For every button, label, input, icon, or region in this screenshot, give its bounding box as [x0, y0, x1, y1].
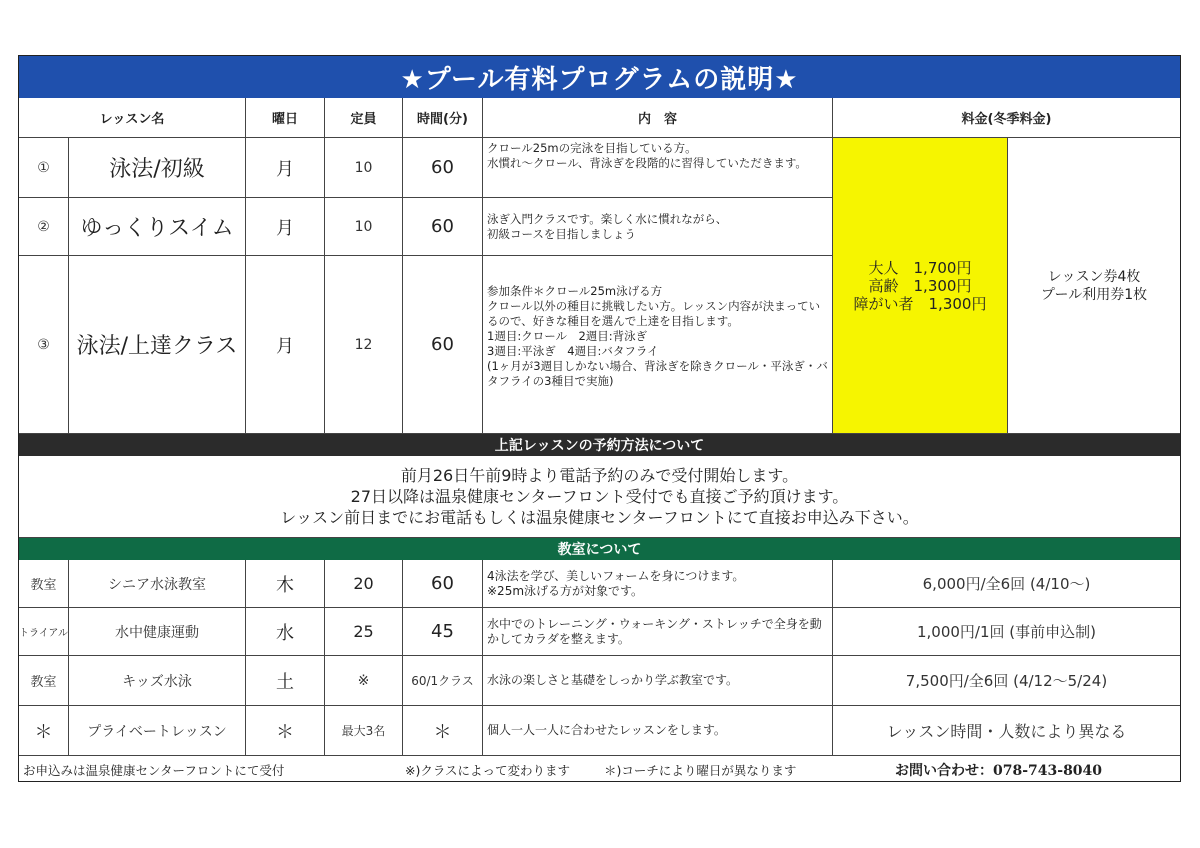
class-type: 教室	[19, 560, 69, 608]
class-type: 教室	[19, 656, 69, 706]
class-time: 45	[403, 608, 483, 656]
class-fee: 6,000円/全6回 (4/10～)	[833, 560, 1180, 608]
program-time: 60	[403, 138, 483, 198]
class-name: キッズ水泳	[69, 656, 246, 706]
class-description: 水泳の楽しさと基礎をしっかり学ぶ教室です。	[483, 656, 833, 706]
class-description: 個人一人一人に合わせたレッスンをします。	[483, 706, 833, 756]
page-title: ★プール有料プログラムの説明★	[19, 56, 1180, 98]
class-capacity: 25	[325, 608, 403, 656]
classroom-heading: 教室について	[19, 538, 1180, 560]
fee-price-highlight: 大人 1,700円 高齢 1,300円 障がい者 1,300円	[833, 138, 1008, 434]
class-time: 60	[403, 560, 483, 608]
footer-note-class: ※)クラスによって変わります	[405, 762, 570, 778]
program-sheet	[18, 55, 1181, 782]
program-description: 泳ぎ入門クラスです。楽しく水に慣れながら、 初級コースを目指しましょう	[483, 198, 833, 256]
program-number: ①	[19, 138, 69, 198]
reservation-line: 27日以降は温泉健康センターフロント受付でも直接ご予約頂けます。	[350, 487, 849, 506]
class-description: 水中でのトレーニング・ウォーキング・ストレッチで全身を動かしてカラダを整えます。	[483, 608, 833, 656]
program-name: 泳法/上達クラス	[69, 256, 246, 434]
program-day: 月	[246, 198, 325, 256]
footer-note-coach: ＊)コーチにより曜日が異なります	[604, 762, 797, 778]
header-fee: 料金(冬季料金)	[833, 98, 1180, 138]
program-number: ③	[19, 256, 69, 434]
class-description: 4泳法を学び、美しいフォームを身につけます。 ※25m泳げる方が対象です。	[483, 560, 833, 608]
class-capacity: 最大3名	[325, 706, 403, 756]
class-capacity: ※	[325, 656, 403, 706]
class-name: プライベートレッスン	[69, 706, 246, 756]
fee-tickets: レッスン券4枚 プール利用券1枚	[1008, 138, 1180, 434]
header-capacity: 定員	[325, 98, 403, 138]
class-type: ＊	[19, 706, 69, 756]
reservation-heading: 上記レッスンの予約方法について	[19, 434, 1180, 456]
program-time: 60	[403, 256, 483, 434]
class-capacity: 20	[325, 560, 403, 608]
class-name: シニア水泳教室	[69, 560, 246, 608]
program-description: クロール25mの完泳を目指している方。 水慣れ～クロール、背泳ぎを段階的に習得していただきます。	[483, 138, 833, 198]
class-type: トライアル	[19, 608, 69, 656]
program-time: 60	[403, 198, 483, 256]
class-day: ＊	[246, 706, 325, 756]
program-name: ゆっくりスイム	[69, 198, 246, 256]
header-day: 曜日	[246, 98, 325, 138]
class-name: 水中健康運動	[69, 608, 246, 656]
reservation-line: レッスン前日までにお電話もしくは温泉健康センターフロントにて直接お申込み下さい。	[280, 508, 919, 527]
header-lesson-name: レッスン名	[19, 98, 246, 138]
reservation-line: 前月26日午前9時より電話予約のみで受付開始します。	[400, 466, 799, 485]
program-number: ②	[19, 198, 69, 256]
class-day: 水	[246, 608, 325, 656]
class-fee: レッスン時間・人数により異なる	[833, 706, 1180, 756]
footer-contact: お問い合わせ：078-743-8040	[895, 762, 1103, 779]
program-capacity: 12	[325, 256, 403, 434]
class-time: 60/1クラス	[403, 656, 483, 706]
header-time: 時間(分)	[403, 98, 483, 138]
program-day: 月	[246, 256, 325, 434]
reservation-info	[19, 456, 1180, 538]
class-fee: 1,000円/1回 (事前申込制)	[833, 608, 1180, 656]
program-name: 泳法/初級	[69, 138, 246, 198]
class-time: ＊	[403, 706, 483, 756]
footer-apply-note: お申込みは温泉健康センターフロントにて受付	[23, 762, 285, 778]
program-capacity: 10	[325, 198, 403, 256]
class-fee: 7,500円/全6回 (4/12～5/24)	[833, 656, 1180, 706]
program-capacity: 10	[325, 138, 403, 198]
header-content: 内 容	[483, 98, 833, 138]
class-day: 木	[246, 560, 325, 608]
program-description: 参加条件＊クロール25m泳げる方 クロール以外の種目に挑戦したい方。レッスン内容が決まっているので、好きな種目を選んで上達を目指します。 1週目:クロール 2週目:背泳ぎ 3週目:平泳ぎ 4週目:バタフライ (1ヶ月が3週目しかない場合、背泳ぎを除きクロール・平泳ぎ・バタフライの3種目で実施)	[483, 256, 833, 434]
program-day: 月	[246, 138, 325, 198]
class-day: 土	[246, 656, 325, 706]
